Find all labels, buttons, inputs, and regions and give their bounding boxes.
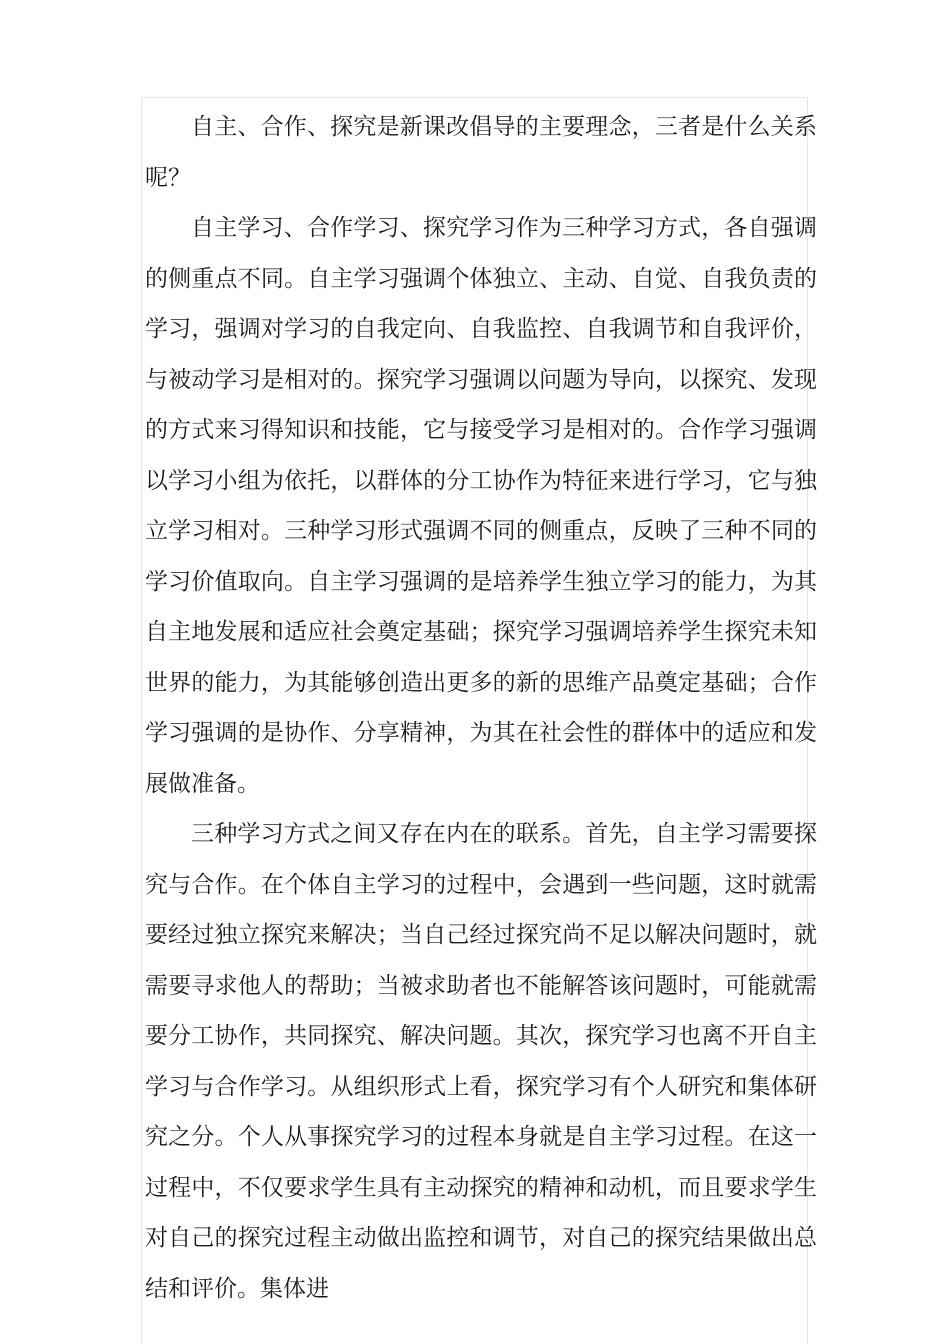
paragraph-3: 三种学习方式之间又存在内在的联系。首先，自主学习需要探究与合作。在个体自主学习的过程中，会遇到一些问题，这时就需要经过独立探究来解决；当自己经过探究尚不足以解决问题时，就需要寻求他人的帮助；当被求助者也不能解答该问题时，可能就需要分工协作，共同探究、解决问题。其次，探究学习也离不开自主学习与合作学习。从组织形式上看，探究学习有个人研究和集体研究之分。个人从事探究学习的过程本身就是自主学习过程。在这一过程中，不仅要求学生具有主动探究的精神和动机，而且要求学生对自己的探究过程主动做出监控和调节，对自己的探究结果做出总结和评价。集体进: [145, 821, 817, 1302]
paragraph-2: 自主学习、合作学习、探究学习作为三种学习方式，各自强调的侧重点不同。自主学习强调个体独立、主动、自觉、自我负责的学习，强调对学习的自我定向、自我监控、自我调节和自我评价，与被动学习是相对的。探究学习强调以问题为导向，以探究、发现的方式来习得知识和技能，它与接受学习是相对的。合作学习强调以学习小组为依托，以群体的分工协作为特征来进行学习，它与独立学习相对。三种学习形式强调不同的侧重点，反映了三种不同的学习价值取向。自主学习强调的是培养学生独立学习的能力，为其自主地发展和适应社会奠定基础；探究学习强调培养学生探究未知世界的能力，为其能够创造出更多的新的思维产品奠定基础；合作学习强调的是协作、分享精神，为其在社会性的群体中的适应和发展做准备。: [145, 215, 817, 797]
paragraph-1: 自主、合作、探究是新课改倡导的主要理念，三者是什么关系呢？: [145, 114, 817, 191]
document-body: [145, 102, 817, 1314]
